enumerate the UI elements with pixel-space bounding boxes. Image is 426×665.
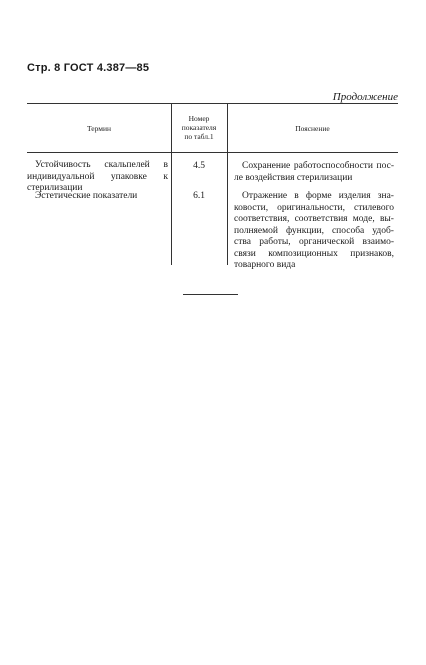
column-header-number-line: по табл.1 <box>184 132 214 141</box>
column-header-explanation: Пояснение <box>295 124 330 133</box>
explanation-word: соответствия, <box>234 214 290 224</box>
explanation-line <box>234 214 394 226</box>
column-header-number-line: показателя <box>181 123 217 132</box>
explanation-word: пос- <box>376 161 394 171</box>
explanation-word: ства <box>234 237 251 247</box>
explanation-word: взаимо- <box>362 237 394 247</box>
explanation-line <box>234 249 394 261</box>
explanation-word: признаков, <box>350 248 394 259</box>
table-top-rule <box>27 103 398 104</box>
explanation-word: связи <box>234 248 256 259</box>
explanation-word: ковости, <box>234 202 269 213</box>
term-line: стерилизации <box>27 183 83 193</box>
column-header-terms: Термин <box>86 124 112 133</box>
term-word: скальпелей <box>104 160 150 170</box>
explanation-word: способа <box>331 225 365 236</box>
explanation-word: в <box>294 191 299 201</box>
explanation-word: Отражение <box>242 191 288 201</box>
explanation-word: функции, <box>285 225 324 236</box>
explanation-word: органической <box>298 237 355 247</box>
column-header-number <box>171 114 227 141</box>
explanation-word: удоб- <box>372 225 394 236</box>
explanation-line <box>234 191 394 203</box>
explanation-line <box>234 226 394 238</box>
table-row-1-term <box>27 160 168 195</box>
explanation-line <box>234 237 394 249</box>
table-row-1-explanation <box>234 161 394 184</box>
explanation-word: полняемой <box>234 225 278 236</box>
explanation-line: ле воздействия стерилизации <box>234 172 353 183</box>
term-line <box>27 160 168 172</box>
table-row-1-number: 4.5 <box>193 161 205 171</box>
column-header-number-line: Номер <box>188 114 210 123</box>
term-word: Устойчивость <box>35 160 91 170</box>
explanation-line: товарного вида <box>234 260 296 270</box>
term-word: упаковке <box>110 171 147 182</box>
explanation-word: вы- <box>379 214 394 224</box>
table-row-2-explanation <box>234 191 394 272</box>
page-title: Стр. 8 ГОСТ 4.387—85 <box>27 62 150 74</box>
end-of-table-rule <box>183 294 238 295</box>
explanation-word: оригинальности, <box>277 202 346 213</box>
term-line <box>27 172 168 184</box>
explanation-word: соответствия <box>294 214 348 224</box>
explanation-word: работы, <box>259 237 291 247</box>
explanation-line <box>234 203 394 215</box>
term-word: к <box>163 171 168 182</box>
continuation-label: Продолжение <box>332 91 398 103</box>
explanation-word: работоспособности <box>293 161 373 171</box>
term-word: в <box>163 160 168 170</box>
explanation-word: моде, <box>352 214 375 224</box>
explanation-word: композиционных <box>268 248 338 259</box>
explanation-word: изделия <box>338 191 371 201</box>
explanation-word: Сохранение <box>242 161 291 171</box>
table-header-rule <box>27 152 398 153</box>
term-word: индивидуальной <box>27 171 95 182</box>
table-row-2-term: Эстетические показатели <box>35 191 138 201</box>
table-row-2-number: 6.1 <box>193 191 205 201</box>
explanation-line <box>234 161 394 173</box>
explanation-word: стилевого <box>353 202 394 213</box>
explanation-word: зна- <box>377 191 394 201</box>
explanation-word: форме <box>305 191 332 201</box>
